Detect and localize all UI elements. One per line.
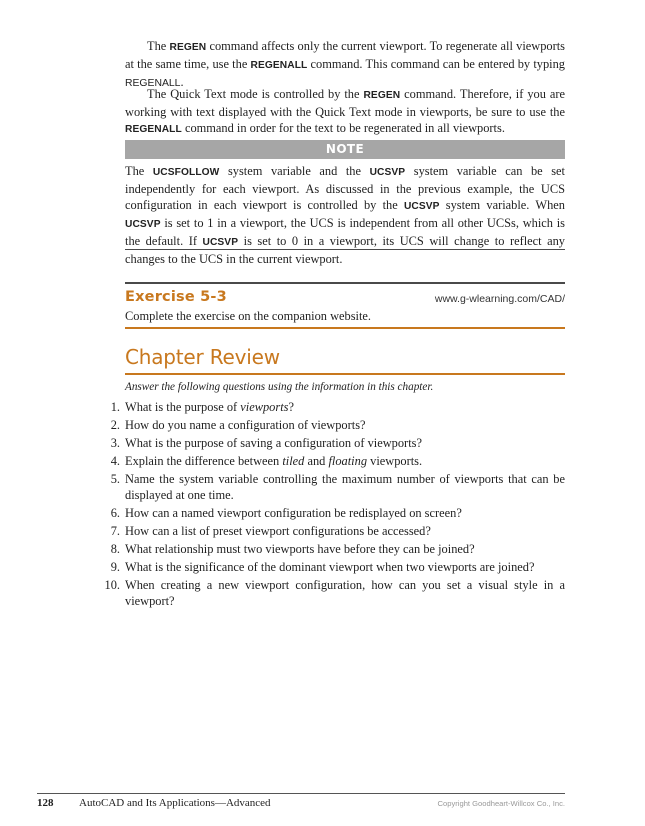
question-number: 6. [110, 506, 120, 520]
question-text: How can a named viewport configuration be redisplayed on screen? [125, 506, 462, 520]
note-bottom-rule [125, 249, 565, 250]
emphasis: floating [328, 454, 368, 468]
text-run: system variable. When [439, 198, 565, 212]
review-question-list [100, 399, 565, 611]
exercise-top-rule [125, 282, 565, 284]
emphasis: tiled [282, 454, 305, 468]
review-question [100, 399, 565, 415]
text-run: and [304, 454, 329, 468]
question-text: What is the purpose of saving a configuration of viewports? [125, 436, 422, 450]
review-question [100, 417, 565, 433]
question-text: What relationship must two viewports have before they can be joined? [125, 542, 475, 556]
review-question [100, 523, 565, 539]
question-number: 2. [110, 418, 120, 432]
footer-rule [37, 793, 565, 794]
text-run: command in order for the text to be regenerated in all viewports. [181, 121, 505, 135]
paragraph-quick-text [125, 86, 565, 138]
text-run: system variable and the [219, 164, 370, 178]
text-run: command affects only the current viewport. To regenerate all viewports at the same time, use the [125, 39, 566, 71]
text-run: The [147, 39, 170, 53]
question-number: 4. [110, 454, 120, 468]
text-run: viewports. [367, 454, 423, 468]
command-regen: REGEN [169, 42, 207, 53]
book-title: AutoCAD and Its Applications—Advanced [79, 797, 271, 809]
review-question [100, 453, 565, 469]
question-number: 9. [110, 560, 120, 574]
exercise-link[interactable]: www.g-wlearning.com/CAD/ [434, 293, 565, 305]
text-run: ? [288, 400, 294, 414]
page-number: 128 [37, 797, 54, 809]
question-text: How do you name a configuration of viewports? [125, 418, 366, 432]
review-question [100, 435, 565, 451]
text-run: is set to 1 in a viewport, the UCS is independent from all other UCSs, which is the default. If [125, 216, 565, 248]
paragraph-regen [125, 38, 565, 92]
question-number: 8. [110, 542, 120, 556]
command-regenall: REGENALL [125, 124, 182, 135]
text-run: command. Therefore, if you are working with text displayed with the Quick Text mode in viewports, be sure to use the [125, 87, 565, 119]
command-ucsvp: UCSVP [202, 237, 239, 248]
exercise-title: Exercise 5-3 [125, 289, 227, 305]
chapter-review-rule [125, 373, 565, 375]
question-text [125, 453, 565, 469]
note-body [125, 163, 565, 267]
question-text: How can a list of preset viewport configurations be accessed? [125, 524, 431, 538]
typed-command: REGENALL [125, 78, 181, 89]
text-run: Explain the difference between [125, 454, 283, 468]
text-run: command. This command can be entered by typing [307, 57, 565, 71]
question-text [125, 399, 565, 415]
exercise-instructions: Complete the exercise on the companion website. [125, 309, 372, 323]
text-run: The [125, 164, 153, 178]
copyright-notice: Copyright Goodheart-Willcox Co., Inc. [437, 799, 565, 808]
chapter-review-instructions: Answer the following questions using the information in this chapter. [125, 381, 434, 393]
note-header-bar [125, 140, 565, 159]
command-ucsfollow: UCSFOLLOW [152, 167, 220, 178]
question-number: 10. [104, 578, 120, 592]
text-run: What is the purpose of [125, 400, 241, 414]
chapter-review-title: Chapter Review [125, 345, 280, 369]
note-title: NOTE [325, 142, 365, 156]
question-number: 1. [110, 400, 120, 414]
question-text: Name the system variable controlling the maximum number of viewports that can be displayed at one time. [125, 472, 565, 502]
review-question [100, 471, 565, 503]
command-regenall: REGENALL [250, 60, 308, 71]
review-question [100, 577, 565, 609]
exercise-bottom-rule [125, 327, 565, 329]
review-question [100, 559, 565, 575]
question-number: 3. [110, 436, 120, 450]
question-number: 5. [110, 472, 120, 486]
text-run: The Quick Text mode is controlled by the [147, 87, 364, 101]
command-ucsvp: UCSVP [125, 219, 161, 230]
command-ucsvp: UCSVP [369, 167, 406, 178]
question-text: What is the significance of the dominant viewport when two viewports are joined? [125, 560, 535, 574]
emphasis: viewports [240, 400, 289, 414]
question-number: 7. [110, 524, 120, 538]
text-run: . [180, 75, 184, 89]
question-text: When creating a new viewport configuration, how can you set a visual style in a viewport? [125, 578, 565, 608]
text-run: is set to 0 in a viewport, its UCS will change to reflect any changes to the UCS in the current viewport. [125, 234, 565, 266]
command-regen: REGEN [363, 90, 401, 101]
text-run: system variable can be set independently for each viewport. As discussed in the previous example, the UCS configuration in each viewport is controlled by the [125, 164, 565, 212]
command-ucsvp: UCSVP [403, 201, 440, 212]
review-question [100, 505, 565, 521]
review-question [100, 541, 565, 557]
